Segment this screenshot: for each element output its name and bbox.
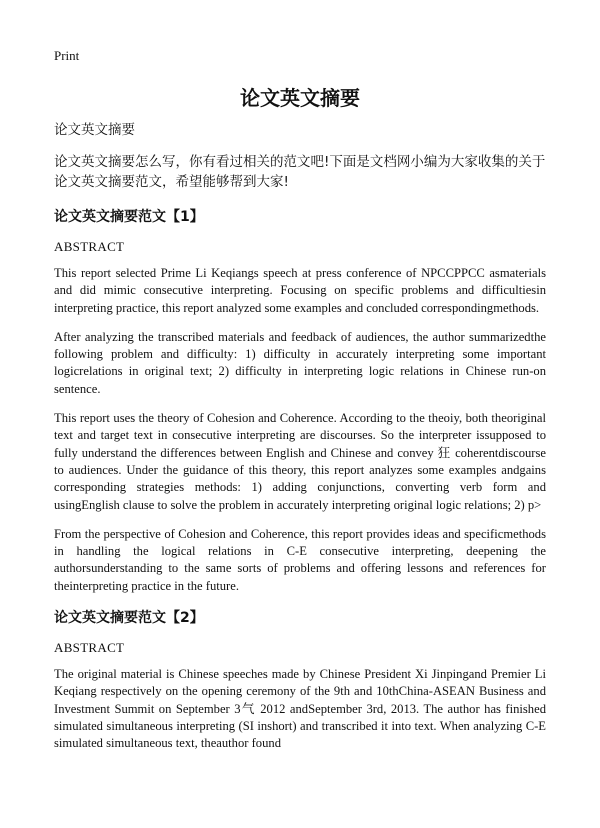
section-heading: 论文英文摘要范文【1】 — [54, 209, 204, 225]
body-paragraph: After analyzing the transcribed materials and feedback of audiences, the author summarizedthe following problem and difficulty: 1) difficulty in accurately interpreting some important logicrelations in original text; 2) difficulty in interpreting logic relations in Chinese run-on sentence. — [54, 329, 546, 396]
body-paragraph: From the perspective of Cohesion and Coherence, this report provides ideas and specificmethods in handling the logical relations in C-E consecutive interpreting, deepening the authorsunderstanding to the same sorts of problems and offering lessons and references for theinterpreting practice in the future. — [54, 526, 546, 593]
abstract-label: ABSTRACT — [54, 640, 125, 656]
section-heading: 论文英文摘要范文【2】 — [54, 610, 204, 627]
section-1 — [54, 206, 546, 595]
body-paragraph: This report selected Prime Li Keqiangs speech at press conference of NPCCPPCC asmaterials and did mimic consecutive interpreting. Focusing on specific problems and difficultiesin interpreting practice, this report analyzed some examples and concluded correspondingmethods. — [54, 266, 546, 315]
abstract-label: ABSTRACT — [54, 239, 125, 254]
body-paragraph: The original material is Chinese speeches made by Chinese President Xi Jinpingand Premier Li Keqiang respectively on the opening ceremony of the 9th and 10thChina-ASEAN Business and Investment Summit on September 3气 2012 andSeptember 3rd, 2013. The author has finished simulated simultaneous interpreting (SI inshort) and transcribed it into text. When analyzing C-E simulated simultaneous text, theauthor found — [54, 667, 546, 751]
document-subtitle: 论文英文摘要 — [54, 122, 135, 138]
print-label[interactable]: Print — [54, 48, 80, 63]
document-body — [54, 118, 546, 765]
body-paragraph: This report uses the theory of Cohesion and Coherence. According to the theoiy, both theoriginal text and target text in consecutive interpreting are discourses. So the interpreter issupposed to fully understand the differences between English and Chinese and convey 狂 coherentdiscourse to audiences. Under the guidance of this theory, this report analyzes some examples andgains corresponding strategies methods: 1) adding conjunctions, converting verb form and usingEnglish clause to solve the problem in accurately interpreting original logic relations; 2) p> — [54, 411, 546, 512]
intro-paragraph: 论文英文摘要怎么写，你有看过相关的范文吧!下面是文档网小编为大家收集的关于论文英文摘要范文，希望能够帮到大家! — [54, 154, 546, 190]
section-2 — [54, 607, 546, 752]
document-title: 论文英文摘要 — [240, 86, 360, 110]
